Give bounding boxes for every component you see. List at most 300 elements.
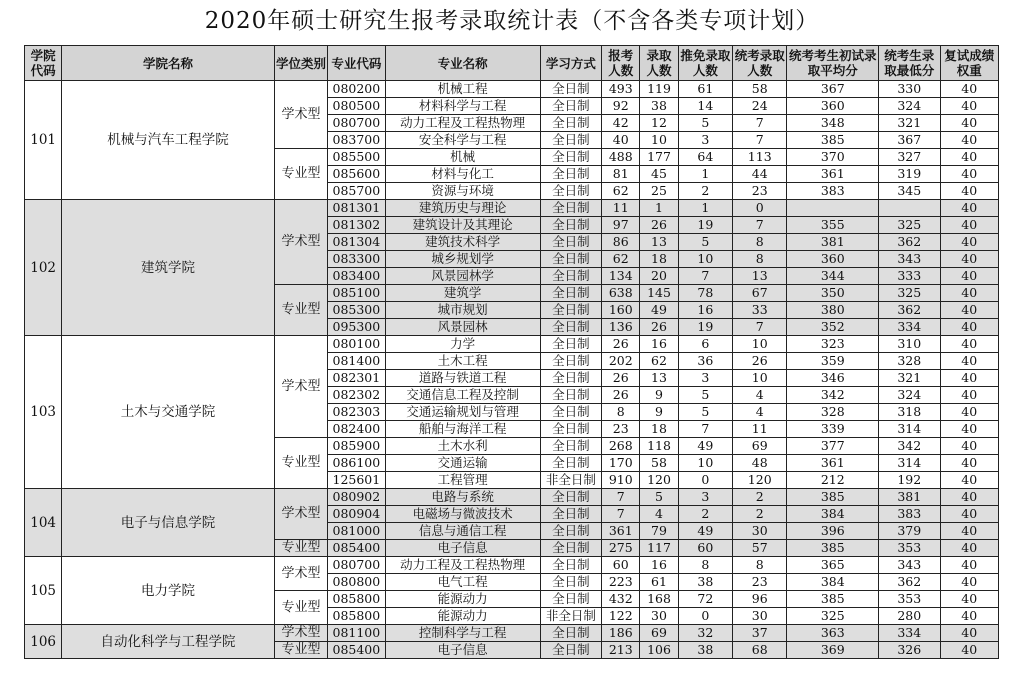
retest-weight-cell: 40: [940, 506, 998, 523]
exam-admitted-cell: 2: [733, 489, 787, 506]
min-score-cell: 381: [879, 489, 940, 506]
exam-admitted-cell: 11: [733, 421, 787, 438]
table-row: [25, 336, 999, 353]
exempt-admitted-cell: 0: [678, 472, 732, 489]
exempt-admitted-cell: 7: [678, 421, 732, 438]
major-name-cell: 动力工程及工程热物理: [385, 115, 540, 132]
major-code-cell: 081301: [328, 200, 385, 217]
degree-type-cell: 专业型: [274, 642, 327, 659]
college-code-cell: 104: [25, 489, 62, 557]
exempt-admitted-cell: 61: [678, 81, 732, 98]
study-mode-cell: 非全日制: [540, 472, 601, 489]
degree-type-cell: 专业型: [274, 149, 327, 200]
avg-score-cell: 363: [787, 625, 879, 642]
admitted-cell: 13: [640, 234, 678, 251]
retest-weight-cell: 40: [940, 591, 998, 608]
major-code-cell: 082400: [328, 421, 385, 438]
study-mode-cell: 非全日制: [540, 608, 601, 625]
exempt-admitted-cell: 10: [678, 251, 732, 268]
admitted-cell: 69: [640, 625, 678, 642]
avg-score-cell: 365: [787, 557, 879, 574]
exempt-admitted-cell: 1: [678, 166, 732, 183]
exam-admitted-cell: 96: [733, 591, 787, 608]
major-name-cell: 信息与通信工程: [385, 523, 540, 540]
exam-admitted-cell: 24: [733, 98, 787, 115]
avg-score-cell: 396: [787, 523, 879, 540]
exam-admitted-cell: 4: [733, 404, 787, 421]
min-score-cell: 314: [879, 455, 940, 472]
study-mode-cell: 全日制: [540, 557, 601, 574]
admitted-cell: 18: [640, 421, 678, 438]
header-major-name: 专业名称: [385, 46, 540, 81]
admitted-cell: 145: [640, 285, 678, 302]
study-mode-cell: 全日制: [540, 489, 601, 506]
min-score-cell: 353: [879, 540, 940, 557]
retest-weight-cell: 40: [940, 370, 998, 387]
admitted-cell: 26: [640, 319, 678, 336]
header-college-code: 学院代码: [25, 46, 62, 81]
min-score-cell: 353: [879, 591, 940, 608]
admitted-cell: 9: [640, 404, 678, 421]
exempt-admitted-cell: 8: [678, 557, 732, 574]
exam-admitted-cell: 67: [733, 285, 787, 302]
min-score-cell: 192: [879, 472, 940, 489]
min-score-cell: [879, 200, 940, 217]
applicants-cell: 268: [602, 438, 640, 455]
exam-admitted-cell: 0: [733, 200, 787, 217]
retest-weight-cell: 40: [940, 268, 998, 285]
avg-score-cell: 361: [787, 455, 879, 472]
admitted-cell: 13: [640, 370, 678, 387]
exempt-admitted-cell: 32: [678, 625, 732, 642]
min-score-cell: 330: [879, 81, 940, 98]
study-mode-cell: 全日制: [540, 166, 601, 183]
avg-score-cell: 352: [787, 319, 879, 336]
major-code-cell: 080500: [328, 98, 385, 115]
major-code-cell: 085900: [328, 438, 385, 455]
study-mode-cell: 全日制: [540, 319, 601, 336]
major-code-cell: 080902: [328, 489, 385, 506]
exam-admitted-cell: 113: [733, 149, 787, 166]
major-code-cell: 081302: [328, 217, 385, 234]
avg-score-cell: 344: [787, 268, 879, 285]
major-code-cell: 095300: [328, 319, 385, 336]
header-degree-type: 学位类别: [274, 46, 327, 81]
study-mode-cell: 全日制: [540, 438, 601, 455]
min-score-cell: 362: [879, 574, 940, 591]
study-mode-cell: 全日制: [540, 302, 601, 319]
applicants-cell: 60: [602, 557, 640, 574]
major-code-cell: 080700: [328, 115, 385, 132]
major-name-cell: 建筑技术科学: [385, 234, 540, 251]
avg-score-cell: 361: [787, 166, 879, 183]
admitted-cell: 45: [640, 166, 678, 183]
table-row: [25, 200, 999, 217]
applicants-cell: 910: [602, 472, 640, 489]
exempt-admitted-cell: 6: [678, 336, 732, 353]
exam-admitted-cell: 57: [733, 540, 787, 557]
degree-type-cell: 学术型: [274, 557, 327, 591]
study-mode-cell: 全日制: [540, 506, 601, 523]
header-admitted: 录取人数: [640, 46, 678, 81]
retest-weight-cell: 40: [940, 489, 998, 506]
min-score-cell: 343: [879, 557, 940, 574]
header-min-score: 统考生录取最低分: [879, 46, 940, 81]
retest-weight-cell: 40: [940, 200, 998, 217]
applicants-cell: 223: [602, 574, 640, 591]
avg-score-cell: 369: [787, 642, 879, 659]
admission-statistics-table: [24, 45, 999, 659]
retest-weight-cell: 40: [940, 625, 998, 642]
exam-admitted-cell: 2: [733, 506, 787, 523]
min-score-cell: 362: [879, 302, 940, 319]
exam-admitted-cell: 48: [733, 455, 787, 472]
study-mode-cell: 全日制: [540, 523, 601, 540]
exempt-admitted-cell: 3: [678, 489, 732, 506]
header-exam-admitted: 统考录取人数: [733, 46, 787, 81]
min-score-cell: 343: [879, 251, 940, 268]
major-name-cell: 电子信息: [385, 540, 540, 557]
avg-score-cell: 384: [787, 506, 879, 523]
min-score-cell: 324: [879, 387, 940, 404]
exam-admitted-cell: 33: [733, 302, 787, 319]
applicants-cell: 40: [602, 132, 640, 149]
min-score-cell: 345: [879, 183, 940, 200]
study-mode-cell: 全日制: [540, 574, 601, 591]
admitted-cell: 18: [640, 251, 678, 268]
admitted-cell: 20: [640, 268, 678, 285]
applicants-cell: 62: [602, 251, 640, 268]
major-code-cell: 081304: [328, 234, 385, 251]
exempt-admitted-cell: 5: [678, 115, 732, 132]
retest-weight-cell: 40: [940, 387, 998, 404]
min-score-cell: 379: [879, 523, 940, 540]
avg-score-cell: 212: [787, 472, 879, 489]
avg-score-cell: 360: [787, 98, 879, 115]
retest-weight-cell: 40: [940, 608, 998, 625]
study-mode-cell: 全日制: [540, 98, 601, 115]
study-mode-cell: 全日制: [540, 81, 601, 98]
header-applicants: 报考人数: [602, 46, 640, 81]
major-code-cell: 082302: [328, 387, 385, 404]
major-code-cell: 083300: [328, 251, 385, 268]
min-score-cell: 325: [879, 217, 940, 234]
exempt-admitted-cell: 16: [678, 302, 732, 319]
applicants-cell: 122: [602, 608, 640, 625]
avg-score-cell: 342: [787, 387, 879, 404]
applicants-cell: 213: [602, 642, 640, 659]
exempt-admitted-cell: 5: [678, 404, 732, 421]
min-score-cell: 334: [879, 625, 940, 642]
study-mode-cell: 全日制: [540, 217, 601, 234]
major-code-cell: 085100: [328, 285, 385, 302]
major-name-cell: 建筑设计及其理论: [385, 217, 540, 234]
avg-score-cell: 383: [787, 183, 879, 200]
degree-type-cell: 专业型: [274, 540, 327, 557]
exempt-admitted-cell: 49: [678, 438, 732, 455]
retest-weight-cell: 40: [940, 149, 998, 166]
exempt-admitted-cell: 72: [678, 591, 732, 608]
min-score-cell: 325: [879, 285, 940, 302]
retest-weight-cell: 40: [940, 166, 998, 183]
retest-weight-cell: 40: [940, 81, 998, 98]
major-name-cell: 城乡规划学: [385, 251, 540, 268]
major-name-cell: 风景园林: [385, 319, 540, 336]
study-mode-cell: 全日制: [540, 251, 601, 268]
min-score-cell: 319: [879, 166, 940, 183]
retest-weight-cell: 40: [940, 455, 998, 472]
exam-admitted-cell: 7: [733, 132, 787, 149]
exempt-admitted-cell: 2: [678, 183, 732, 200]
exam-admitted-cell: 68: [733, 642, 787, 659]
major-name-cell: 土木工程: [385, 353, 540, 370]
major-code-cell: 080800: [328, 574, 385, 591]
applicants-cell: 26: [602, 370, 640, 387]
retest-weight-cell: 40: [940, 557, 998, 574]
major-name-cell: 城市规划: [385, 302, 540, 319]
min-score-cell: 318: [879, 404, 940, 421]
min-score-cell: 367: [879, 132, 940, 149]
page-title: 2020年硕士研究生报考录取统计表（不含各类专项计划）: [204, 8, 820, 34]
major-name-cell: 土木水利: [385, 438, 540, 455]
major-code-cell: 083700: [328, 132, 385, 149]
applicants-cell: 26: [602, 387, 640, 404]
major-name-cell: 电路与系统: [385, 489, 540, 506]
exam-admitted-cell: 30: [733, 523, 787, 540]
exempt-admitted-cell: 5: [678, 234, 732, 251]
avg-score-cell: 323: [787, 336, 879, 353]
applicants-cell: 432: [602, 591, 640, 608]
exam-admitted-cell: 37: [733, 625, 787, 642]
header-college-name: 学院名称: [62, 46, 275, 81]
retest-weight-cell: 40: [940, 217, 998, 234]
retest-weight-cell: 40: [940, 642, 998, 659]
exam-admitted-cell: 10: [733, 336, 787, 353]
applicants-cell: 7: [602, 489, 640, 506]
degree-type-cell: 学术型: [274, 81, 327, 149]
exam-admitted-cell: 26: [733, 353, 787, 370]
avg-score-cell: [787, 200, 879, 217]
admitted-cell: 117: [640, 540, 678, 557]
college-code-cell: 101: [25, 81, 62, 200]
exempt-admitted-cell: 1: [678, 200, 732, 217]
min-score-cell: 328: [879, 353, 940, 370]
exempt-admitted-cell: 7: [678, 268, 732, 285]
avg-score-cell: 384: [787, 574, 879, 591]
admitted-cell: 79: [640, 523, 678, 540]
major-name-cell: 材料科学与工程: [385, 98, 540, 115]
avg-score-cell: 328: [787, 404, 879, 421]
major-code-cell: 082301: [328, 370, 385, 387]
major-name-cell: 安全科学与工程: [385, 132, 540, 149]
avg-score-cell: 325: [787, 608, 879, 625]
min-score-cell: 326: [879, 642, 940, 659]
avg-score-cell: 385: [787, 540, 879, 557]
exam-admitted-cell: 44: [733, 166, 787, 183]
applicants-cell: 170: [602, 455, 640, 472]
avg-score-cell: 359: [787, 353, 879, 370]
major-name-cell: 建筑学: [385, 285, 540, 302]
college-name-cell: 电力学院: [62, 557, 275, 625]
exam-admitted-cell: 23: [733, 183, 787, 200]
table-row: [25, 81, 999, 98]
major-name-cell: 道路与铁道工程: [385, 370, 540, 387]
exempt-admitted-cell: 64: [678, 149, 732, 166]
admitted-cell: 61: [640, 574, 678, 591]
major-code-cell: 085400: [328, 642, 385, 659]
study-mode-cell: 全日制: [540, 404, 601, 421]
major-name-cell: 力学: [385, 336, 540, 353]
admitted-cell: 49: [640, 302, 678, 319]
study-mode-cell: 全日制: [540, 336, 601, 353]
avg-score-cell: 346: [787, 370, 879, 387]
major-code-cell: 080904: [328, 506, 385, 523]
retest-weight-cell: 40: [940, 183, 998, 200]
major-name-cell: 机械工程: [385, 81, 540, 98]
major-name-cell: 能源动力: [385, 591, 540, 608]
retest-weight-cell: 40: [940, 251, 998, 268]
major-name-cell: 船舶与海洋工程: [385, 421, 540, 438]
min-score-cell: 342: [879, 438, 940, 455]
major-name-cell: 电气工程: [385, 574, 540, 591]
min-score-cell: 310: [879, 336, 940, 353]
applicants-cell: 26: [602, 336, 640, 353]
min-score-cell: 321: [879, 370, 940, 387]
retest-weight-cell: 40: [940, 234, 998, 251]
exam-admitted-cell: 8: [733, 234, 787, 251]
retest-weight-cell: 40: [940, 98, 998, 115]
applicants-cell: 81: [602, 166, 640, 183]
applicants-cell: 62: [602, 183, 640, 200]
major-name-cell: 交通运输规划与管理: [385, 404, 540, 421]
major-name-cell: 电磁场与微波技术: [385, 506, 540, 523]
degree-type-cell: 学术型: [274, 625, 327, 642]
exempt-admitted-cell: 10: [678, 455, 732, 472]
exam-admitted-cell: 10: [733, 370, 787, 387]
applicants-cell: 23: [602, 421, 640, 438]
exam-admitted-cell: 7: [733, 319, 787, 336]
table-row: [25, 625, 999, 642]
admitted-cell: 26: [640, 217, 678, 234]
applicants-cell: 8: [602, 404, 640, 421]
study-mode-cell: 全日制: [540, 625, 601, 642]
major-code-cell: 080700: [328, 557, 385, 574]
admitted-cell: 16: [640, 557, 678, 574]
exam-admitted-cell: 30: [733, 608, 787, 625]
avg-score-cell: 385: [787, 591, 879, 608]
study-mode-cell: 全日制: [540, 115, 601, 132]
study-mode-cell: 全日制: [540, 455, 601, 472]
min-score-cell: 383: [879, 506, 940, 523]
admitted-cell: 62: [640, 353, 678, 370]
exempt-admitted-cell: 14: [678, 98, 732, 115]
avg-score-cell: 385: [787, 489, 879, 506]
exempt-admitted-cell: 0: [678, 608, 732, 625]
applicants-cell: 160: [602, 302, 640, 319]
min-score-cell: 280: [879, 608, 940, 625]
study-mode-cell: 全日制: [540, 642, 601, 659]
admitted-cell: 38: [640, 98, 678, 115]
header-study-mode: 学习方式: [540, 46, 601, 81]
study-mode-cell: 全日制: [540, 285, 601, 302]
retest-weight-cell: 40: [940, 438, 998, 455]
major-code-cell: 085400: [328, 540, 385, 557]
exempt-admitted-cell: 3: [678, 370, 732, 387]
major-name-cell: 建筑历史与理论: [385, 200, 540, 217]
min-score-cell: 327: [879, 149, 940, 166]
major-name-cell: 交通运输: [385, 455, 540, 472]
major-name-cell: 控制科学与工程: [385, 625, 540, 642]
min-score-cell: 321: [879, 115, 940, 132]
exempt-admitted-cell: 19: [678, 319, 732, 336]
header-avg-score: 统考考生初试录取平均分: [787, 46, 879, 81]
degree-type-cell: 专业型: [274, 438, 327, 489]
exam-admitted-cell: 13: [733, 268, 787, 285]
exam-admitted-cell: 4: [733, 387, 787, 404]
major-code-cell: 085800: [328, 591, 385, 608]
admitted-cell: 25: [640, 183, 678, 200]
applicants-cell: 638: [602, 285, 640, 302]
avg-score-cell: 350: [787, 285, 879, 302]
retest-weight-cell: 40: [940, 302, 998, 319]
major-code-cell: 085700: [328, 183, 385, 200]
applicants-cell: 136: [602, 319, 640, 336]
avg-score-cell: 370: [787, 149, 879, 166]
retest-weight-cell: 40: [940, 421, 998, 438]
admitted-cell: 168: [640, 591, 678, 608]
major-code-cell: 085500: [328, 149, 385, 166]
study-mode-cell: 全日制: [540, 132, 601, 149]
exam-admitted-cell: 7: [733, 217, 787, 234]
major-code-cell: 085300: [328, 302, 385, 319]
major-code-cell: 125601: [328, 472, 385, 489]
admitted-cell: 30: [640, 608, 678, 625]
avg-score-cell: 348: [787, 115, 879, 132]
applicants-cell: 86: [602, 234, 640, 251]
retest-weight-cell: 40: [940, 285, 998, 302]
college-code-cell: 106: [25, 625, 62, 659]
header-retest-weight: 复试成绩权重: [940, 46, 998, 81]
college-name-cell: 建筑学院: [62, 200, 275, 336]
major-name-cell: 能源动力: [385, 608, 540, 625]
admitted-cell: 58: [640, 455, 678, 472]
table-row: [25, 557, 999, 574]
min-score-cell: 314: [879, 421, 940, 438]
header-exempt-admitted: 推免录取人数: [678, 46, 732, 81]
college-name-cell: 机械与汽车工程学院: [62, 81, 275, 200]
admitted-cell: 177: [640, 149, 678, 166]
exempt-admitted-cell: 3: [678, 132, 732, 149]
admitted-cell: 10: [640, 132, 678, 149]
retest-weight-cell: 40: [940, 115, 998, 132]
applicants-cell: 275: [602, 540, 640, 557]
major-code-cell: 085800: [328, 608, 385, 625]
exam-admitted-cell: 8: [733, 557, 787, 574]
study-mode-cell: 全日制: [540, 353, 601, 370]
admitted-cell: 120: [640, 472, 678, 489]
major-code-cell: 080200: [328, 81, 385, 98]
avg-score-cell: 355: [787, 217, 879, 234]
exempt-admitted-cell: 38: [678, 642, 732, 659]
college-name-cell: 电子与信息学院: [62, 489, 275, 557]
major-name-cell: 电子信息: [385, 642, 540, 659]
exempt-admitted-cell: 60: [678, 540, 732, 557]
retest-weight-cell: 40: [940, 472, 998, 489]
study-mode-cell: 全日制: [540, 200, 601, 217]
retest-weight-cell: 40: [940, 336, 998, 353]
degree-type-cell: 专业型: [274, 591, 327, 625]
admitted-cell: 12: [640, 115, 678, 132]
